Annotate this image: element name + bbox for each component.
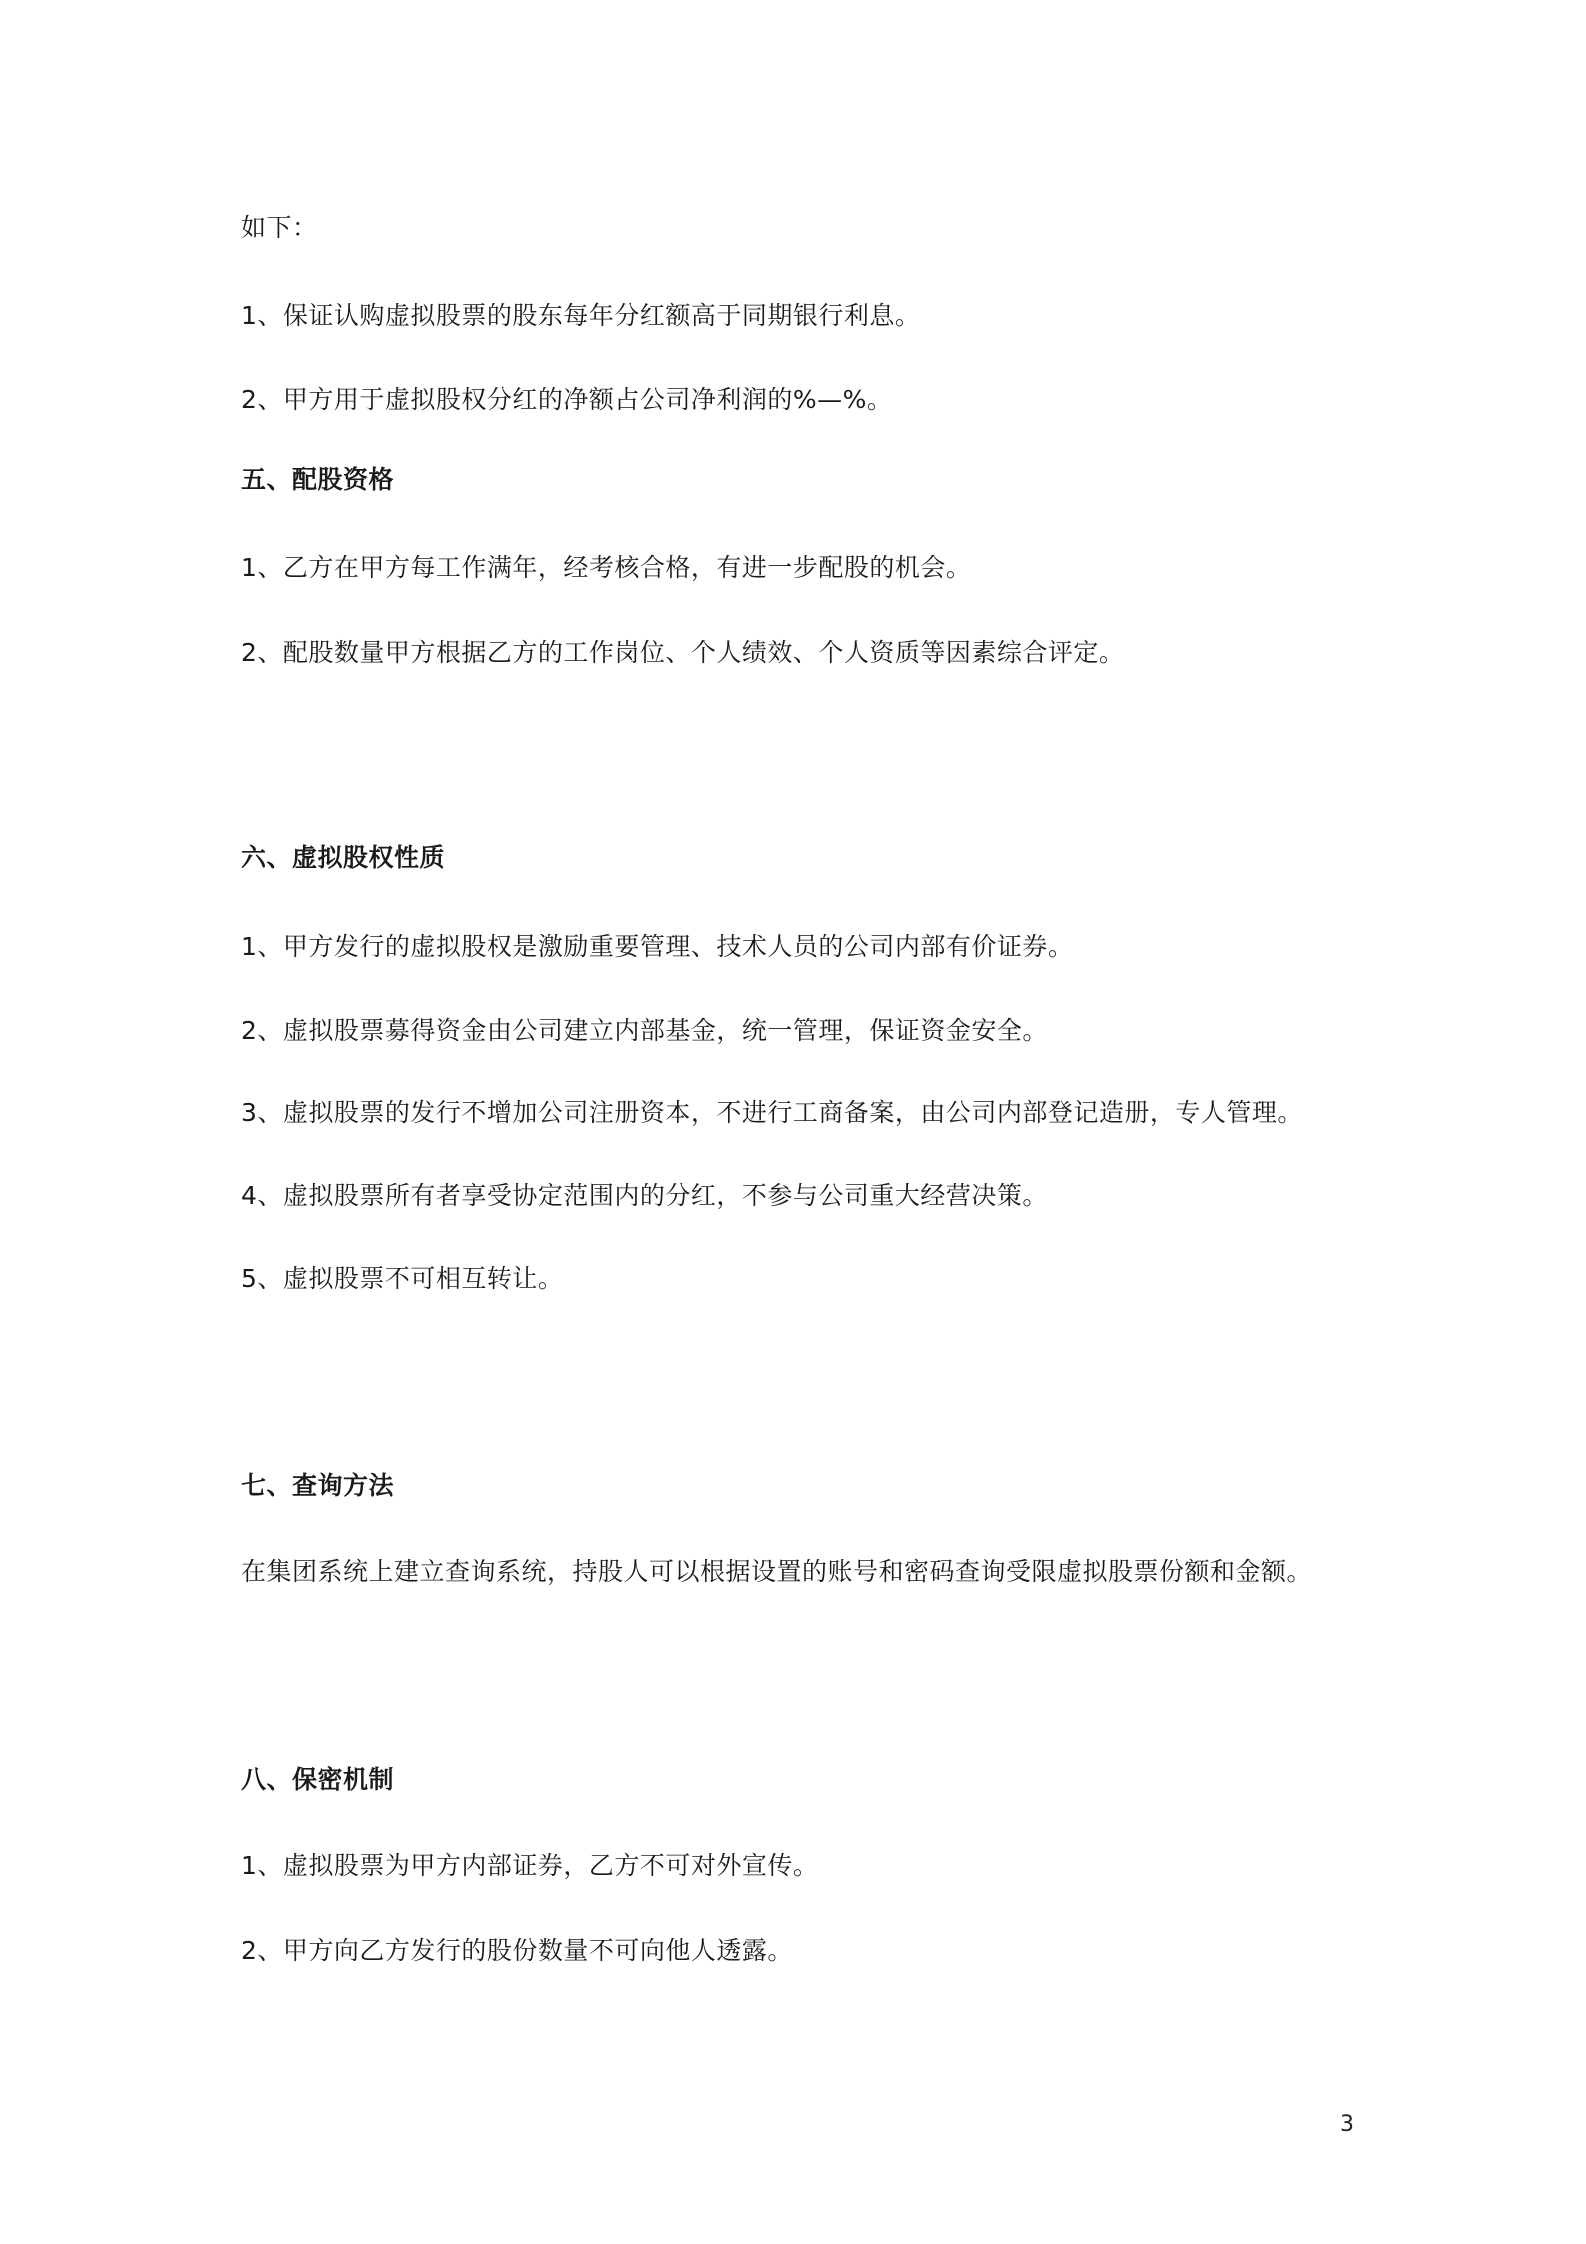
section-5-item-1: 1、乙方在甲方每工作满年，经考核合格，有进一步配股的机会。 <box>241 553 972 582</box>
section-6-item-4: 4、虚拟股票所有者享受协定范围内的分红，不参与公司重大经营决策。 <box>241 1181 1048 1210</box>
section-6-item-2: 2、虚拟股票募得资金由公司建立内部基金，统一管理，保证资金安全。 <box>241 1016 1048 1045</box>
page-number: 3 <box>1340 2112 1354 2137</box>
dividend-item-1: 1、保证认购虚拟股票的股东每年分红额高于同期银行利息。 <box>241 301 921 330</box>
dividend-item-2: 2、甲方用于虚拟股权分红的净额占公司净利润的%—%。 <box>241 385 893 414</box>
section-6-item-1: 1、甲方发行的虚拟股权是激励重要管理、技术人员的公司内部有价证券。 <box>241 932 1074 961</box>
section-7-body: 在集团系统上建立查询系统，持股人可以根据设置的账号和密码查询受限虚拟股票份额和金额。 <box>241 1557 1313 1586</box>
section-6-title: 六、虚拟股权性质 <box>241 843 446 872</box>
intro-text: 如下： <box>241 213 318 242</box>
section-8-item-2: 2、甲方向乙方发行的股份数量不可向他人透露。 <box>241 1936 793 1965</box>
section-8-title: 八、保密机制 <box>241 1765 395 1794</box>
section-7-title: 七、查询方法 <box>241 1471 395 1500</box>
section-6-item-5: 5、虚拟股票不可相互转让。 <box>241 1264 564 1293</box>
section-8-item-1: 1、虚拟股票为甲方内部证券，乙方不可对外宣传。 <box>241 1851 819 1880</box>
section-6-item-3: 3、虚拟股票的发行不增加公司注册资本，不进行工商备案，由公司内部登记造册，专人管理。 <box>241 1098 1303 1127</box>
section-5-title: 五、配股资格 <box>241 465 395 494</box>
section-5-item-2: 2、配股数量甲方根据乙方的工作岗位、个人绩效、个人资质等因素综合评定。 <box>241 638 1125 667</box>
